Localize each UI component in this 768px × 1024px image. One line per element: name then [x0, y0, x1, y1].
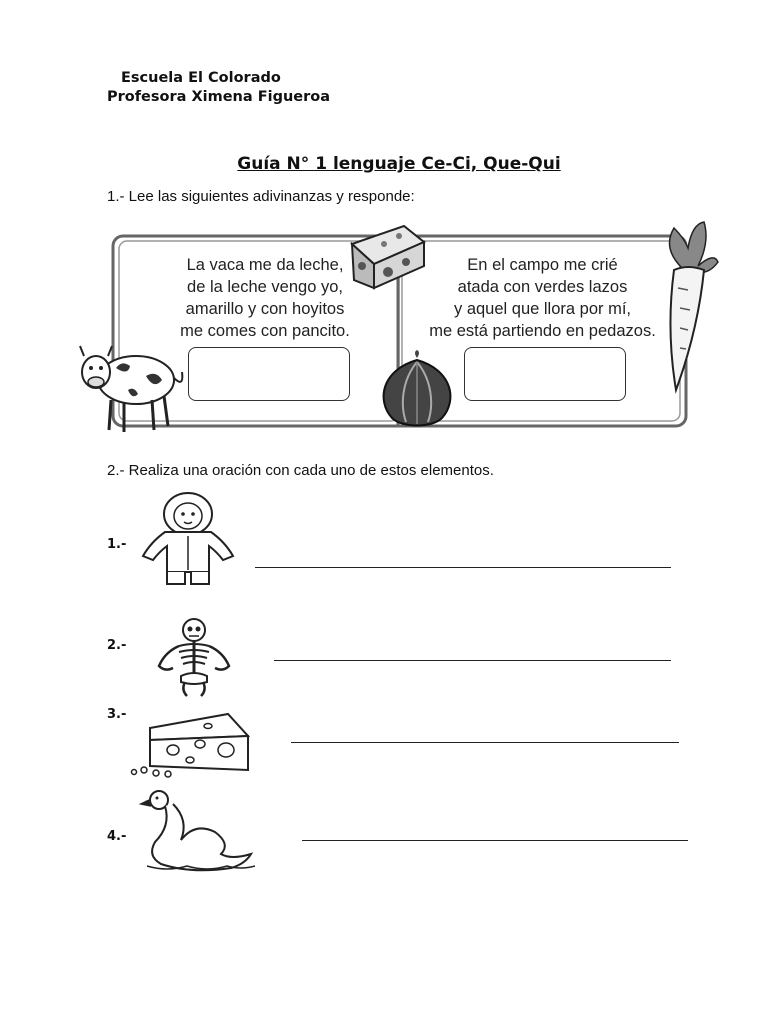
- riddle-2-line: atada con verdes lazos: [457, 278, 628, 296]
- carrot-icon: [652, 218, 722, 393]
- item-1-answer-line[interactable]: [255, 567, 671, 568]
- eskimo-icon: [133, 492, 243, 587]
- riddle-1-line: de la leche vengo yo,: [187, 278, 343, 296]
- cheese-icon: [128, 710, 268, 780]
- teacher-name: Profesora Ximena Figueroa: [107, 89, 331, 105]
- riddle-2-text: [425, 254, 660, 342]
- riddle-2-line: y aquel que llora por mí,: [453, 300, 631, 318]
- cow-icon: [76, 338, 186, 438]
- page-title: Guía N° 1 lenguaje Ce-Ci, Que-Qui: [237, 154, 561, 174]
- onion-icon: [372, 350, 462, 430]
- riddle-2-answer-box[interactable]: [464, 347, 626, 401]
- item-4-answer-line[interactable]: [302, 840, 688, 841]
- school-name: Escuela El Colorado: [121, 70, 281, 86]
- riddle-1-line: La vaca me da leche,: [186, 256, 344, 274]
- riddle-1-answer-box[interactable]: [188, 347, 350, 401]
- item-3-number: 3.-: [107, 707, 127, 722]
- item-1-number: 1.-: [107, 537, 127, 552]
- cheese-icon: [344, 222, 434, 292]
- swan-icon: [137, 786, 262, 876]
- riddle-2-line: En el campo me crié: [467, 256, 618, 274]
- riddle-2-line: me está partiendo en pedazos.: [429, 322, 656, 340]
- riddle-1-line: me comes con pancito.: [180, 322, 350, 340]
- riddle-1-line: amarillo y con hoyitos: [185, 300, 345, 318]
- item-2-answer-line[interactable]: [274, 660, 671, 661]
- section2-instruction: 2.- Realiza una oración con cada uno de estos elementos.: [107, 462, 494, 479]
- item-4-number: 4.-: [107, 829, 127, 844]
- item-2-number: 2.-: [107, 638, 127, 653]
- section1-instruction: 1.- Lee las siguientes adivinanzas y responde:: [107, 188, 415, 205]
- item-3-answer-line[interactable]: [291, 742, 679, 743]
- skeleton-icon: [139, 616, 249, 701]
